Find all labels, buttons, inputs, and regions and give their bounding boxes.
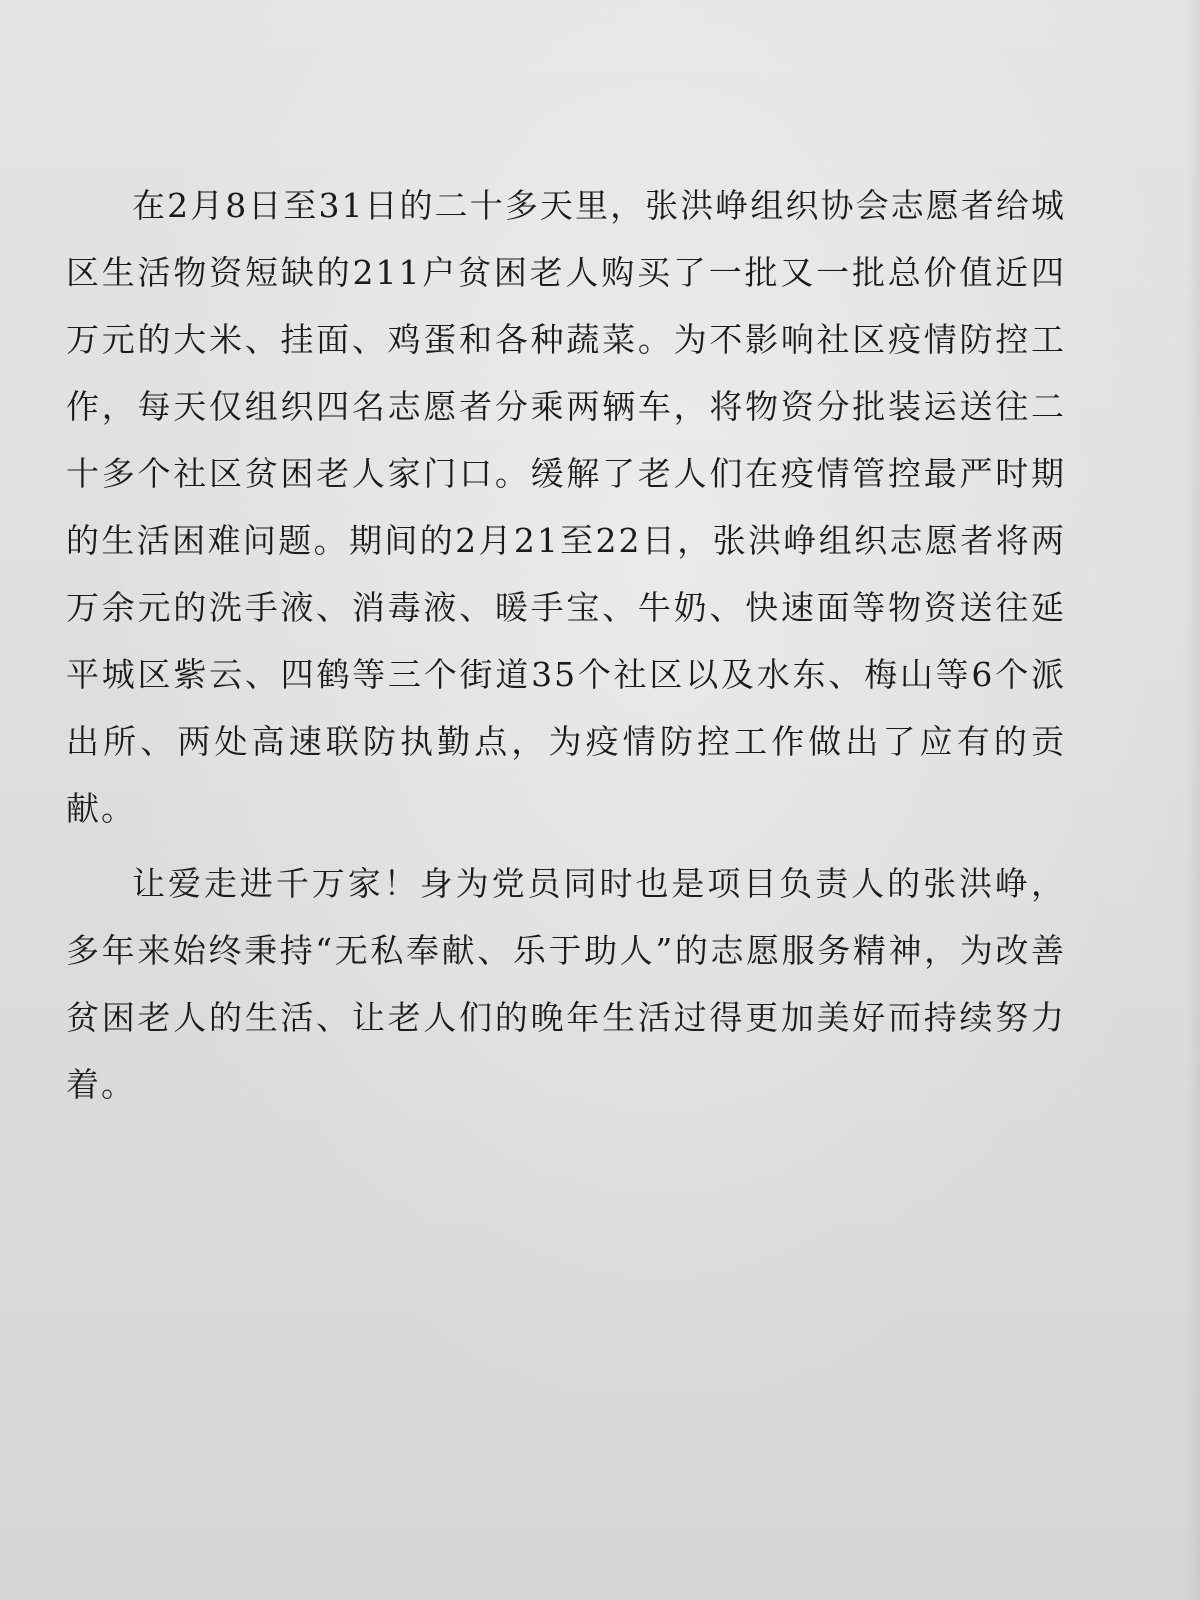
body-text	[66, 172, 1066, 1126]
paragraph-2: 让爱走进千万家！身为党员同时也是项目负责人的张洪峥，多年来始终秉持“无私奉献、乐于助人”的志愿服务精神，为改善贫困老人的生活、让老人们的晚年生活过得更加美好而持续努力着。	[66, 864, 1066, 1104]
paragraph-1: 在2月8日至31日的二十多天里，张洪峥组织协会志愿者给城区生活物资短缺的211户贫困老人购买了一批又一批总价值近四万元的大米、挂面、鸡蛋和各种蔬菜。为不影响社区疫情防控工作，每天仅组织四名志愿者分乘两辆车，将物资分批装运送往二十多个社区贫困老人家门口。缓解了老人们在疫情管控最严时期的生活困难问题。期间的2月21至22日，张洪峥组织志愿者将两万余元的洗手液、消毒液、暖手宝、牛奶、快速面等物资送往延平城区紫云、四鹤等三个街道35个社区以及水东、梅山等6个派出所、两处高速联防执勤点，为疫情防控工作做出了应有的贡献。	[66, 186, 1066, 828]
